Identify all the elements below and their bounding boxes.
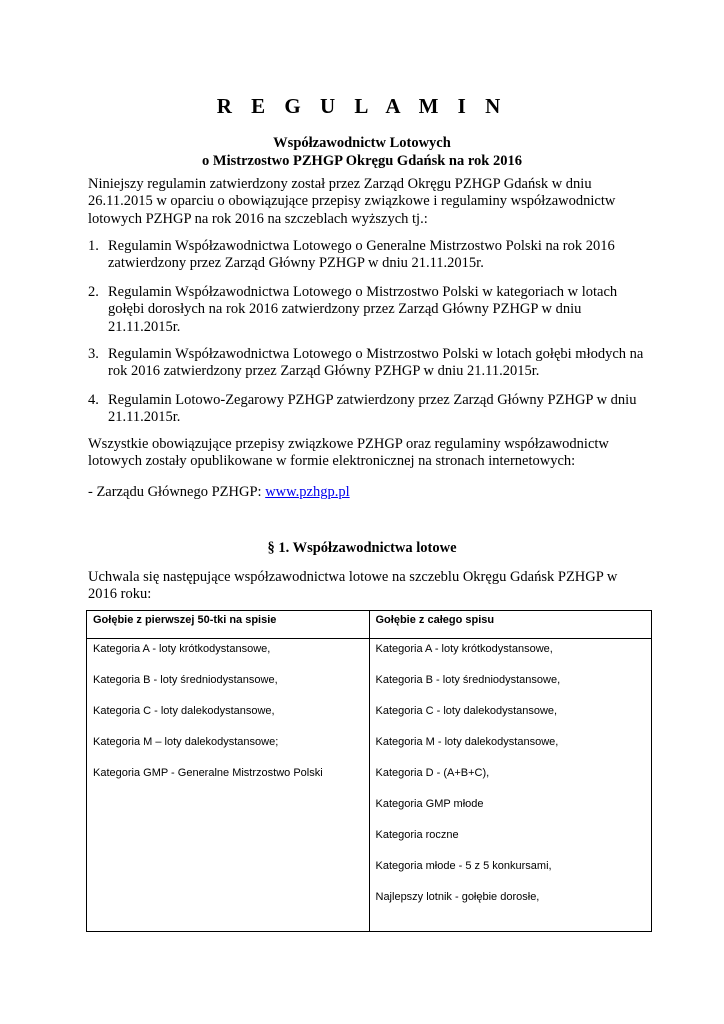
category-item: Najlepszy lotnik - gołębie dorosłe, [375,891,540,903]
category-item: Kategoria GMP - Generalne Mistrzostwo Polski [93,767,323,779]
category-item: Kategoria młode - 5 z 5 konkursami, [375,860,552,872]
list-item [88,392,648,427]
subtitle-line-2: o Mistrzostwo PZHGP Okręgu Gdańsk na rok 2016 [202,153,522,169]
pzhgp-link[interactable]: www.pzhgp.pl [265,484,350,500]
list-item-text: Regulamin Współzawodnictwa Lotowego o Mistrzostwo Polski w lotach gołębi młodych na rok 2016 zatwierdzony przez Zarząd Główny PZHGP w dniu 21.11.2015r. [108,346,644,380]
list-item-number: 4. [88,392,99,408]
categories-table [86,610,652,932]
zg-line [88,484,648,501]
publication-paragraph: Wszystkie obowiązujące przepisy związkowe PZHGP oraz regulaminy współzawodnictw lotowych zostały opublikowane w formie elektronicznej na stronach internetowych: [88,436,609,470]
list-item-number: 2. [88,284,99,300]
intro-paragraph: Niniejszy regulamin zatwierdzony został przez Zarząd Okręgu PZHGP Gdańsk w dniu 26.11.2015 w oparciu o obowiązujące przepisy związkowe i regulaminy współzawodnictw lotowych PZHGP na rok 2016 na szczeblach wyższych tj.: [88,176,616,227]
category-item: Kategoria GMP młode [375,798,484,810]
table-header-row [87,611,652,639]
category-item: Kategoria B - loty średniodystansowe, [375,674,561,686]
list-item-text: Regulamin Lotowo-Zegarowy PZHGP zatwierdzony przez Zarząd Główny PZHGP w dniu 21.11.2015r. [108,392,637,426]
zg-label: - Zarządu Głównego PZHGP: [88,484,266,500]
category-item: Kategoria A - loty krótkodystansowe, [375,643,553,655]
left-categories-cell [87,639,370,932]
list-item [88,346,648,381]
list-item-text: Regulamin Współzawodnictwa Lotowego o Generalne Mistrzostwo Polski na rok 2016 zatwierdzony przez Zarząd Główny PZHGP w dniu 21.11.2015r. [108,238,615,272]
list-item [88,284,648,336]
list-item-text: Regulamin Współzawodnictwa Lotowego o Mistrzostwo Polski w kategoriach w lotach gołębi dorosłych na rok 2016 zatwierdzony przez Zarząd Główny PZHGP w dniu 21.11.2015r. [108,284,618,335]
category-item: Kategoria M - loty dalekodystansowe, [375,736,559,748]
section-title: § 1. Współzawodnictwa lotowe [267,540,457,556]
subtitle-line-1: Współzawodnictw Lotowych [273,135,451,151]
resolution-paragraph: Uchwala się następujące współzawodnictwa lotowe na szczeblu Okręgu Gdańsk PZHGP w 2016 roku: [88,569,618,603]
list-item-number: 3. [88,346,99,362]
list-item-number: 1. [88,238,99,254]
category-item: Kategoria A - loty krótkodystansowe, [93,643,271,655]
category-item: Kategoria B - loty średniodystansowe, [93,674,278,686]
category-item: Kategoria M – loty dalekodystansowe; [93,736,279,748]
list-item [88,238,648,273]
category-item: Kategoria roczne [375,829,459,841]
header-first-50: Gołębie z pierwszej 50-tki na spisie [87,611,370,639]
document-title: R E G U L A M I N [216,94,508,118]
category-item: Kategoria C - loty dalekodystansowe, [93,705,275,717]
header-whole-list: Gołębie z całego spisu [369,611,652,639]
category-item: Kategoria C - loty dalekodystansowe, [375,705,558,717]
table-row [87,639,652,932]
right-categories-cell [369,639,652,932]
category-item: Kategoria D - (A+B+C), [375,767,490,779]
